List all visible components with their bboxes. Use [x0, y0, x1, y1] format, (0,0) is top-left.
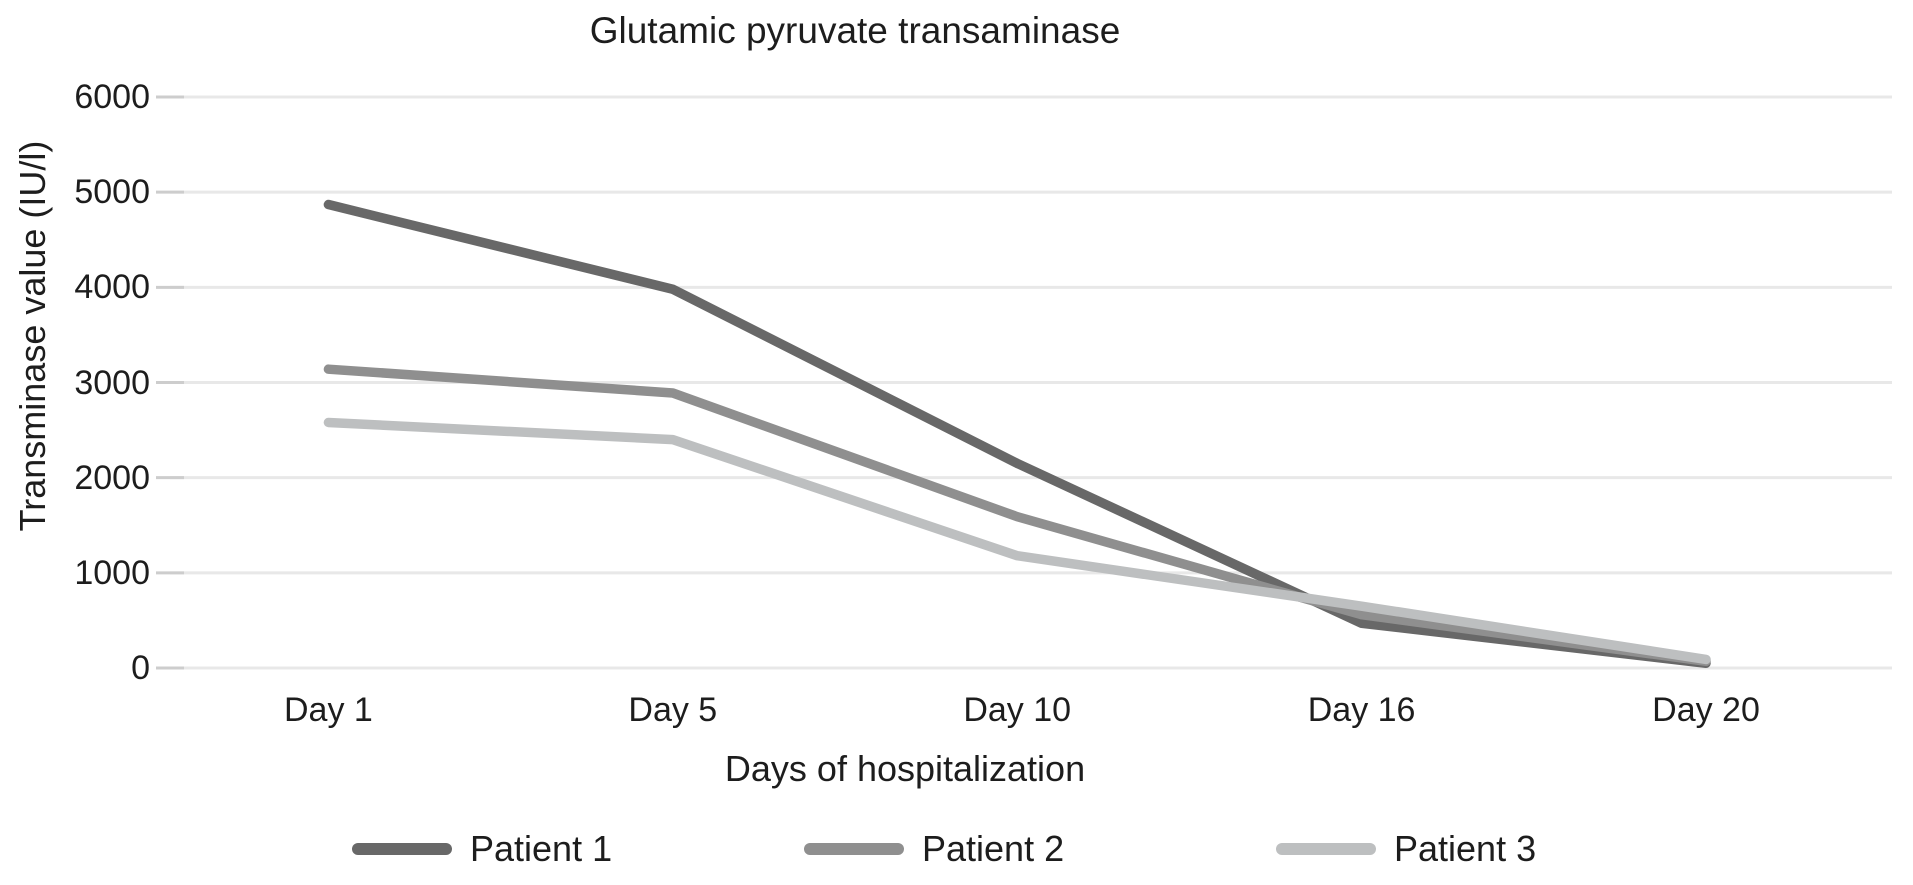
y-tick-label: 0 [131, 649, 150, 687]
legend-label: Patient 3 [1394, 828, 1537, 869]
x-tick-label: Day 20 [1652, 691, 1760, 729]
legend-swatch [804, 843, 904, 855]
series-line-patient-3 [328, 422, 1706, 659]
y-axis-title: Transminase value (IU/l) [12, 140, 53, 532]
x-axis-title: Days of hospitalization [724, 748, 1086, 789]
legend-entry-patient-1 [352, 828, 612, 870]
y-tick-label: 4000 [74, 268, 150, 307]
series-line-patient-2 [328, 369, 1706, 661]
y-tick-label: 2000 [74, 458, 150, 497]
y-tick-label: 3000 [74, 363, 150, 402]
y-tick-label: 1000 [74, 553, 150, 592]
x-tick-label: Day 16 [1307, 691, 1416, 729]
chart-title: Glutamic pyruvate transaminase [589, 10, 1121, 51]
legend-label: Patient 1 [470, 828, 613, 869]
legend-swatch [352, 843, 452, 855]
x-tick-label: Day 1 [284, 691, 373, 729]
legend-entry-patient-3 [1276, 828, 1536, 870]
legend-swatch [1276, 843, 1376, 855]
x-tick-label: Day 5 [628, 691, 718, 729]
x-tick-label: Day 10 [963, 691, 1072, 729]
y-tick-label: 5000 [74, 173, 150, 212]
legend-entry-patient-2 [804, 828, 1064, 870]
y-tick-label: 6000 [74, 78, 150, 116]
legend-label: Patient 2 [922, 828, 1065, 869]
